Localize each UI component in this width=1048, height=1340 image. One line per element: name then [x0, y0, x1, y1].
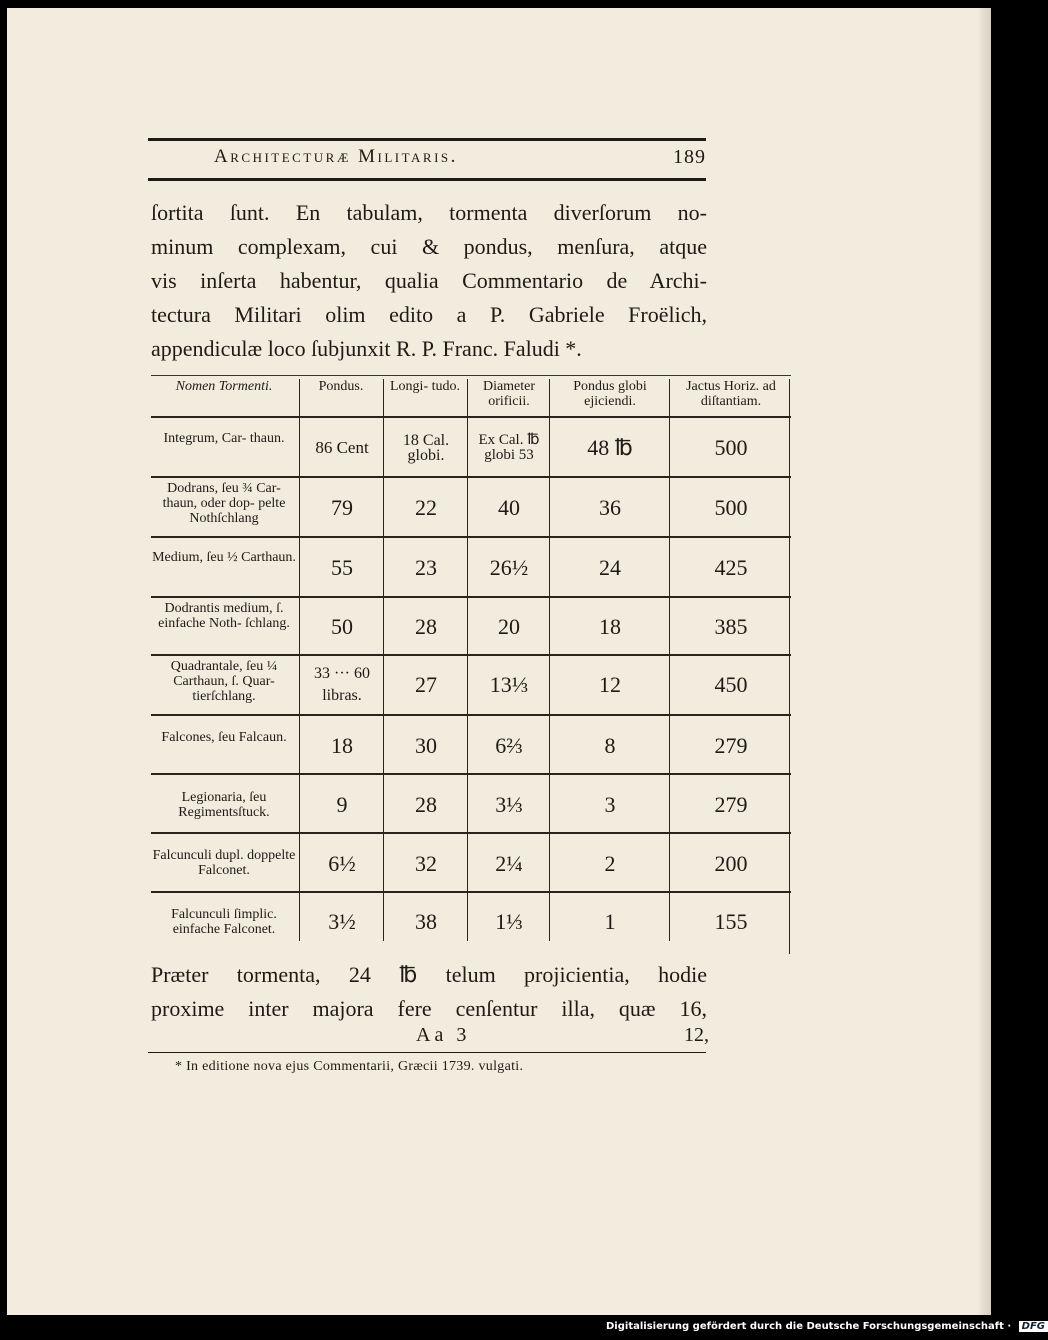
row-jactus: 279 [714, 733, 748, 758]
row-jactus: 385 [714, 614, 748, 639]
header-jactus: Jactus Horiz. ad diſtantiam. [686, 379, 776, 409]
funding-text: Digitalisierung gefördert durch die Deutsche Forschungsgemeinschaft [606, 1321, 1004, 1332]
header-rule-bottom [148, 178, 706, 181]
dfg-logo: DFG [1019, 1321, 1048, 1332]
row-diameter: 3⅓ [495, 792, 523, 817]
body-line: Præter tormenta, 24 ℔ telum projicientia, hodie [151, 962, 707, 987]
column-divider [467, 379, 468, 941]
running-head [150, 146, 706, 174]
row-pondus-globi: 12 [599, 672, 621, 697]
row-diameter: 1⅓ [495, 909, 523, 934]
row-pondus: 79 [331, 495, 353, 520]
row-diameter: Ex Cal. ℔ globi 53 [478, 432, 540, 463]
row-pondus-globi: 18 [599, 614, 621, 639]
body-paragraph [151, 196, 707, 366]
row-diameter: 26½ [489, 555, 529, 580]
column-divider [549, 379, 550, 941]
page-number: 189 [673, 146, 706, 168]
row-rule [151, 476, 791, 478]
row-longitudo: 32 [415, 851, 437, 876]
row-jactus: 279 [714, 792, 748, 817]
row-pondus-globi: 24 [599, 555, 621, 580]
row-pondus: 33 ··· 60 libras. [314, 665, 370, 704]
row-diameter: 20 [498, 614, 520, 639]
row-pondus: 6½ [328, 851, 356, 876]
row-name: Quadrantale, ſeu ¼ Carthaun, ſ. Quar- tierſchlang. [170, 659, 278, 704]
header-pondus-globi: Pondus globi ejiciendi. [573, 379, 647, 409]
row-jactus: 155 [714, 909, 748, 934]
row-name: Legionaria, ſeu Regimentsſtuck. [178, 790, 270, 820]
footnote: * In editione nova ejus Commentarii, Græcii 1739. vulgati. [175, 1059, 524, 1074]
row-rule [151, 773, 791, 775]
row-pondus-globi: 1 [604, 909, 616, 934]
row-rule [151, 536, 791, 538]
signature-mark: Aa 3 [416, 1024, 471, 1046]
row-longitudo: 23 [415, 555, 437, 580]
body-line: proxime inter majora fere cenſentur illa, quæ 16, [151, 996, 707, 1021]
header-bottom-rule [151, 416, 791, 418]
row-rule [151, 596, 791, 598]
row-diameter: 6⅔ [495, 733, 523, 758]
column-divider [383, 379, 384, 941]
funding-note: Digitalisierung gefördert durch die Deutsche Forschungsgemeinschaft · DFG [606, 1321, 1048, 1332]
footnote-rule [148, 1052, 706, 1053]
row-jactus: 200 [714, 851, 748, 876]
row-longitudo: 18 Cal. globi. [402, 432, 450, 464]
header-diameter: Diameter orificii. [482, 379, 536, 409]
body-line: minum complexam, cui & pondus, menſura, atque [151, 234, 707, 259]
row-pondus-globi: 48 ℔ [587, 435, 633, 460]
row-longitudo: 27 [415, 672, 437, 697]
row-pondus: 50 [331, 614, 353, 639]
row-diameter: 13⅓ [489, 672, 529, 697]
header-pondus: Pondus. [318, 379, 364, 394]
row-pondus: 9 [336, 792, 348, 817]
table-top-rule [151, 375, 791, 376]
header-name: Nomen Tormenti. [175, 379, 273, 394]
row-rule [151, 714, 791, 716]
header-rule-top [148, 138, 706, 141]
row-diameter: 40 [498, 495, 520, 520]
body-line: tectura Militari olim edito a P. Gabriele Froëlich, [151, 302, 707, 327]
row-jactus: 450 [714, 672, 748, 697]
row-diameter: 2¼ [495, 851, 523, 876]
row-name: Falcunculi dupl. doppelte Falconet. [152, 848, 296, 878]
row-pondus-globi: 2 [604, 851, 616, 876]
running-title: Architecturæ Militaris. [214, 146, 458, 167]
page-edge-shadow [977, 8, 991, 1315]
row-rule [151, 654, 791, 656]
row-pondus: 86 Cent [315, 438, 369, 457]
closing-paragraph [151, 958, 707, 1026]
row-name: Integrum, Car- thaun. [163, 431, 285, 446]
row-longitudo: 30 [415, 733, 437, 758]
row-pondus-globi: 8 [604, 733, 616, 758]
row-rule [151, 891, 791, 893]
artillery-table [151, 375, 791, 950]
row-name: Dodrans, ſeu ¾ Car- thaun, oder dop- pelte Nothſchlang [162, 481, 286, 526]
row-name: Dodrantis medium, ſ. einfache Noth- ſchlang. [158, 601, 290, 631]
body-line: appendiculæ loco ſubjunxit R. P. Franc. Faludi *. [151, 336, 582, 361]
catchword: 12, [684, 1024, 709, 1046]
row-longitudo: 22 [415, 495, 437, 520]
row-rule [151, 832, 791, 834]
row-jactus: 425 [714, 555, 748, 580]
row-pondus: 3½ [328, 909, 356, 934]
row-longitudo: 28 [415, 614, 437, 639]
row-longitudo: 28 [415, 792, 437, 817]
row-name: Falcones, ſeu Falcaun. [161, 730, 287, 745]
column-divider [669, 379, 670, 941]
row-name: Medium, ſeu ½ Carthaun. [152, 550, 296, 565]
row-pondus: 18 [331, 733, 353, 758]
row-pondus: 55 [331, 555, 353, 580]
body-line: ſortita ſunt. En tabulam, tormenta diverſorum no- [151, 200, 707, 225]
header-longitudo: Longi- tudo. [390, 379, 460, 394]
column-divider [299, 379, 300, 941]
row-name: Falcunculi ſimplic. einfache Falconet. [171, 907, 277, 937]
row-jactus: 500 [714, 435, 748, 460]
row-pondus-globi: 3 [604, 792, 616, 817]
body-line: vis inſerta habentur, qualia Commentario de Archi- [151, 268, 707, 293]
row-jactus: 500 [714, 495, 748, 520]
row-longitudo: 38 [415, 909, 437, 934]
row-pondus-globi: 36 [599, 495, 621, 520]
